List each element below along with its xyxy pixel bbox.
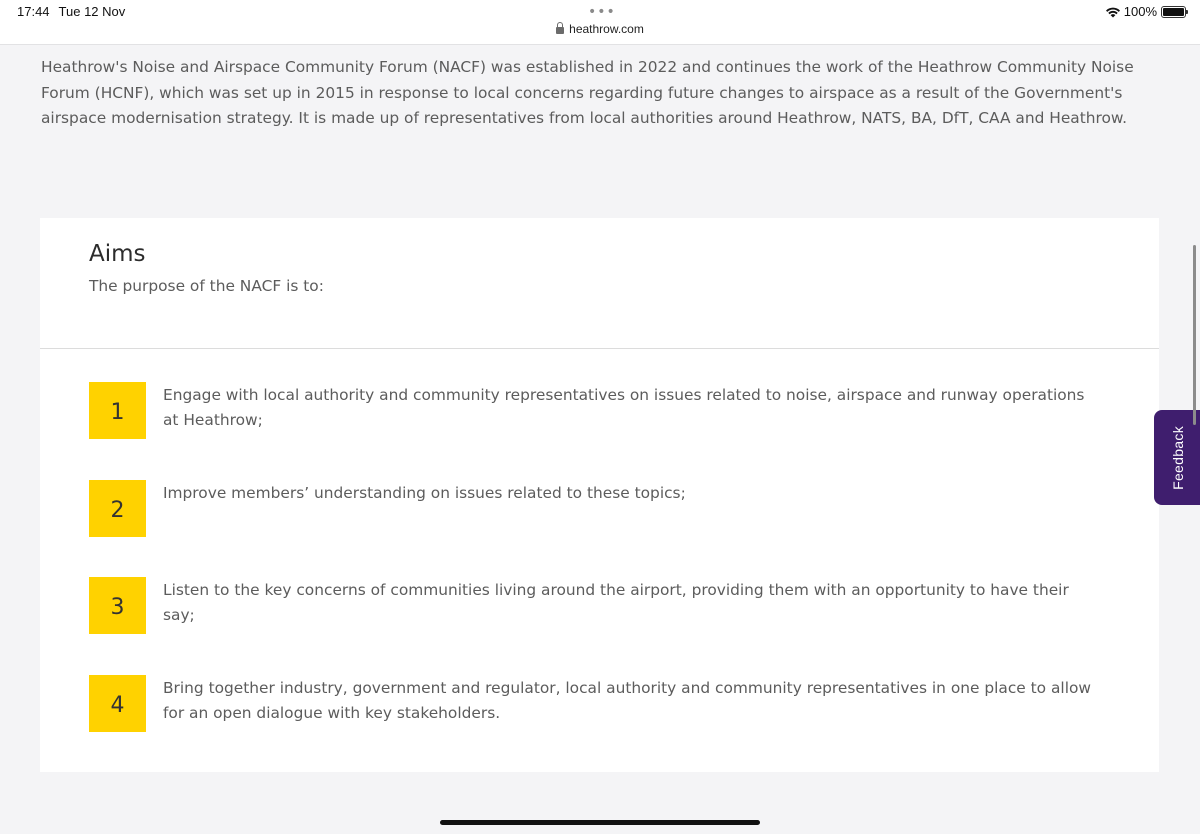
status-bar (0, 0, 1200, 45)
address-bar[interactable] (0, 22, 1200, 36)
url-text: heathrow.com (569, 22, 644, 36)
aim-number-badge: 3 (89, 577, 146, 634)
aim-item (89, 480, 1099, 538)
tab-dots-icon[interactable]: ••• (588, 4, 616, 20)
aim-number-badge: 4 (89, 675, 146, 732)
status-indicators (1105, 4, 1186, 19)
scrollbar-thumb[interactable] (1193, 245, 1196, 425)
feedback-label: Feedback (1170, 425, 1186, 490)
status-clock (17, 4, 125, 19)
aim-item (89, 675, 1099, 733)
aim-text: Listen to the key concerns of communities living around the airport, providing them with an opportunity to have their say; (163, 581, 1069, 624)
status-time: 17:44 (17, 4, 50, 19)
aims-header (40, 218, 1159, 349)
aims-title: Aims (89, 241, 146, 267)
aim-number-badge: 1 (89, 382, 146, 439)
home-indicator[interactable] (440, 820, 760, 825)
intro-paragraph: Heathrow's Noise and Airspace Community Forum (NACF) was established in 2022 and continues the work of the Heathrow Community Noise Forum (HCNF), which was set up in 2015 in response to local concerns regarding future changes to airspace as a result of the Government's airspace modernisation strategy. It is made up of representatives from local authorities around Heathrow, NATS, BA, DfT, CAA and Heathrow. (41, 58, 1134, 127)
battery-icon (1161, 6, 1186, 18)
battery-fill (1163, 8, 1184, 16)
wifi-icon (1105, 6, 1121, 18)
aim-item (89, 382, 1099, 440)
aim-item (89, 577, 1099, 635)
battery-percentage: 100% (1123, 4, 1157, 19)
aim-text: Engage with local authority and community representatives on issues related to noise, airspace and runway operations at Heathrow; (163, 386, 1085, 429)
aim-text: Bring together industry, government and regulator, local authority and community representatives in one place to allow for an open dialogue with key stakeholders. (163, 679, 1091, 722)
aims-subtitle: The purpose of the NACF is to: (89, 277, 324, 295)
aims-card (40, 218, 1159, 772)
aim-text: Improve members’ understanding on issues related to these topics; (163, 484, 686, 502)
lock-icon (556, 27, 564, 34)
status-date: Tue 12 Nov (58, 4, 126, 19)
aim-number-badge: 2 (89, 480, 146, 537)
